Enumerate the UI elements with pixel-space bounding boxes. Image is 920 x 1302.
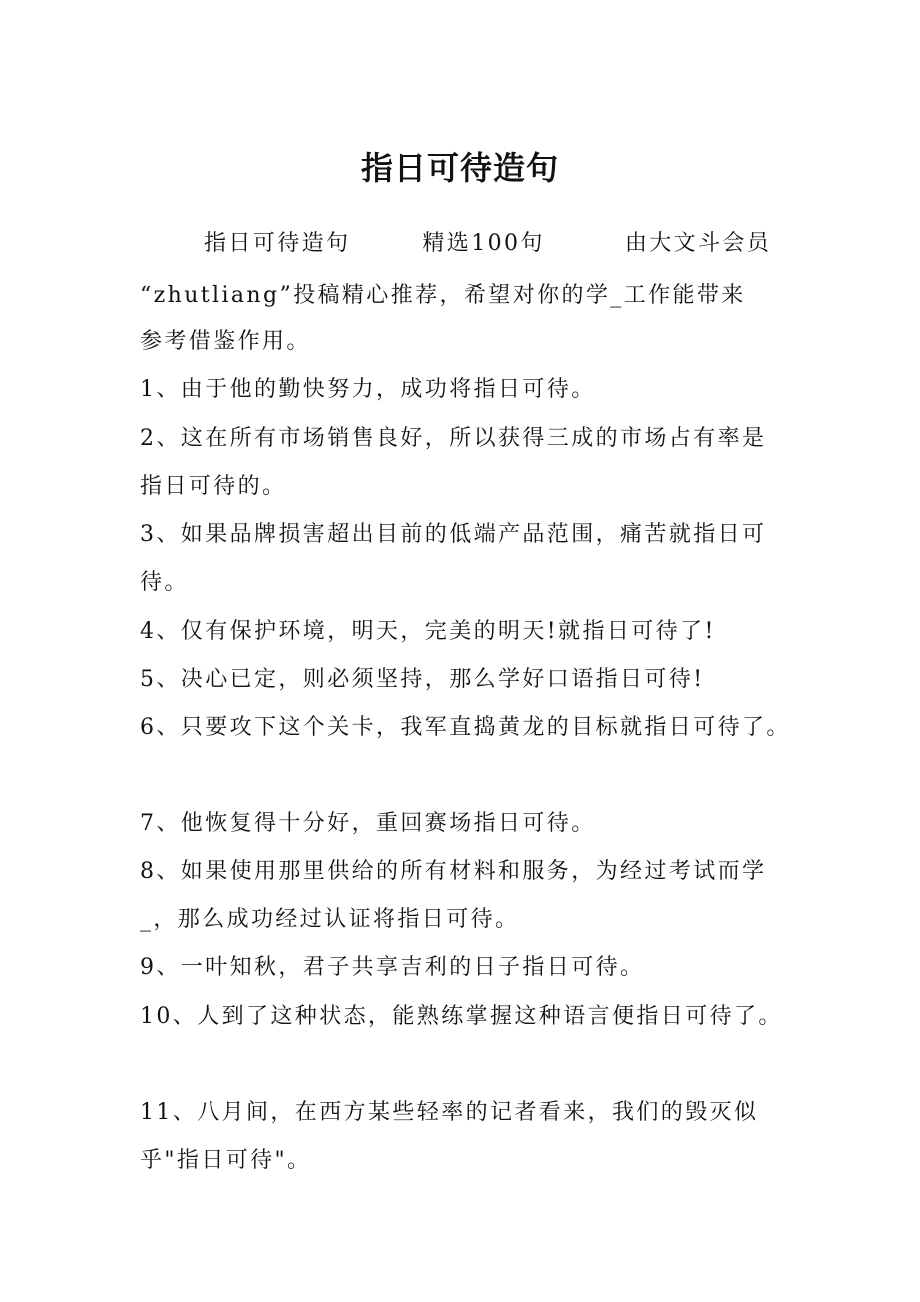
sentence-2-line-2: 指日可待的。 <box>140 474 287 499</box>
sentence-3-line-2: 待。 <box>140 570 189 595</box>
sentence-11-line-2: 乎"指日可待"。 <box>140 1148 312 1173</box>
sentence-8-line-1: 8、如果使用那里供给的所有材料和服务，为经过考试而学 <box>140 859 767 884</box>
intro-line-1 <box>140 229 771 259</box>
sentence-6-line-1: 6、只要攻下这个关卡，我军直捣黄龙的目标就指日可待了。 <box>140 715 791 740</box>
intro-count-text: 精选100句 <box>422 231 545 256</box>
sentence-5-line-1: 5、决心已定，则必须坚持，那么学好口语指日可待! <box>140 667 705 692</box>
sentence-9-line-1: 9、一叶知秋，君子共享吉利的日子指日可待。 <box>140 955 645 980</box>
sentence-11-line-1: 11、八月间，在西方某些轻率的记者看来，我们的毁灭似 <box>140 1100 759 1125</box>
sentence-10-line-1: 10、人到了这种状态，能熟练掌握这种语言便指日可待了。 <box>140 1004 783 1029</box>
document-title: 指日可待造句 <box>360 149 559 187</box>
intro-title-text: 指日可待造句 <box>204 231 351 256</box>
intro-line-3: 参考借鉴作用。 <box>140 329 311 354</box>
sentence-8-line-2: _，那么成功经过认证将指日可待。 <box>140 907 520 932</box>
sentence-1-line-1: 1、由于他的勤快努力，成功将指日可待。 <box>140 377 596 402</box>
intro-source-text: 由大文斗会员 <box>624 231 772 256</box>
sentence-2-line-1: 2、这在所有市场销售良好，所以获得三成的市场占有率是 <box>140 426 767 451</box>
intro-line-2: “zhutliang”投稿精心推荐，希望对你的学_工作能带来 <box>140 283 746 308</box>
sentence-4-line-1: 4、仅有保护环境，明天，完美的明天!就指日可待了! <box>140 619 716 644</box>
sentence-7-line-1: 7、他恢复得十分好，重回赛场指日可待。 <box>140 811 596 836</box>
sentence-3-line-1: 3、如果品牌损害超出目前的低端产品范围，痛苦就指日可 <box>140 522 767 547</box>
